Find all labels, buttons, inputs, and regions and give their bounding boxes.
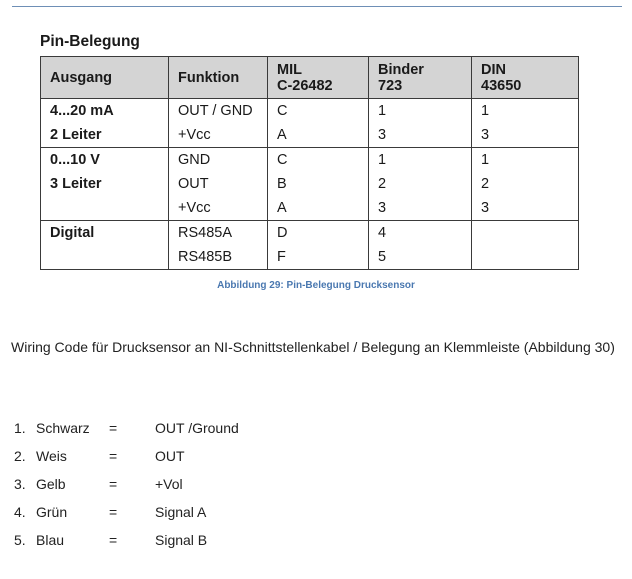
equals-sign: = bbox=[109, 420, 118, 436]
header-funktion: Funktion bbox=[169, 57, 268, 99]
table-cell: C bbox=[268, 99, 369, 124]
table-cell: 2 Leiter bbox=[41, 123, 169, 148]
list-number: 1. bbox=[14, 420, 26, 436]
table-cell bbox=[41, 196, 169, 221]
table-cell bbox=[472, 245, 579, 270]
table-cell: 1 bbox=[369, 99, 472, 124]
table-row bbox=[41, 221, 579, 246]
table-cell: OUT bbox=[169, 172, 268, 196]
table-cell: +Vcc bbox=[169, 123, 268, 148]
table-cell: RS485B bbox=[169, 245, 268, 270]
list-number: 4. bbox=[14, 504, 26, 520]
wire-signal: Signal B bbox=[155, 532, 208, 548]
wire-signal: Signal A bbox=[155, 504, 207, 520]
table-cell: Digital bbox=[41, 221, 169, 246]
wire-color: Blau bbox=[36, 532, 65, 548]
table-row bbox=[41, 148, 579, 173]
table-cell: A bbox=[268, 196, 369, 221]
table-cell: B bbox=[268, 172, 369, 196]
table-cell: 3 bbox=[369, 123, 472, 148]
list-item bbox=[14, 446, 314, 474]
table-cell: D bbox=[268, 221, 369, 246]
table-cell: 2 bbox=[472, 172, 579, 196]
equals-sign: = bbox=[109, 448, 118, 464]
list-number: 2. bbox=[14, 448, 26, 464]
table-cell: 1 bbox=[472, 148, 579, 173]
table-row bbox=[41, 172, 579, 196]
pin-assignment-table bbox=[40, 56, 579, 270]
table-cell: 3 bbox=[472, 123, 579, 148]
wire-signal: OUT /Ground bbox=[155, 420, 239, 436]
wire-color: Gelb bbox=[36, 476, 66, 492]
wire-color: Schwarz bbox=[36, 420, 90, 436]
table-cell: 1 bbox=[369, 148, 472, 173]
table-cell: 4 bbox=[369, 221, 472, 246]
table-cell: +Vcc bbox=[169, 196, 268, 221]
list-item bbox=[14, 530, 314, 558]
header-mil: MIL C-26482 bbox=[268, 57, 369, 99]
figure-caption: Abbildung 29: Pin-Belegung Drucksensor bbox=[217, 280, 415, 291]
table-cell: RS485A bbox=[169, 221, 268, 246]
wire-color: Grün bbox=[36, 504, 68, 520]
table-cell: A bbox=[268, 123, 369, 148]
list-item bbox=[14, 418, 314, 446]
table-cell bbox=[472, 221, 579, 246]
table-cell: 3 Leiter bbox=[41, 172, 169, 196]
wiring-list bbox=[14, 418, 314, 558]
table-cell: 1 bbox=[472, 99, 579, 124]
table-cell: F bbox=[268, 245, 369, 270]
table-cell bbox=[41, 245, 169, 270]
table-cell: 5 bbox=[369, 245, 472, 270]
wire-signal: +Vol bbox=[155, 476, 183, 492]
wire-color: Weis bbox=[36, 448, 67, 464]
section-title: Pin-Belegung bbox=[40, 33, 140, 50]
top-divider bbox=[12, 6, 622, 7]
table-header-row bbox=[41, 57, 579, 99]
table-cell: OUT / GND bbox=[169, 99, 268, 124]
header-ausgang: Ausgang bbox=[41, 57, 169, 99]
wiring-intro-paragraph: Wiring Code für Drucksensor an NI-Schnittstellenkabel / Belegung an Klemmleiste (Abbildung 30) bbox=[11, 339, 615, 355]
table-row bbox=[41, 245, 579, 270]
list-item bbox=[14, 502, 314, 530]
table-row bbox=[41, 123, 579, 148]
table-cell: C bbox=[268, 148, 369, 173]
wire-signal: OUT bbox=[155, 448, 185, 464]
table-cell: 0...10 V bbox=[41, 148, 169, 173]
table-cell: GND bbox=[169, 148, 268, 173]
header-din: DIN 43650 bbox=[472, 57, 579, 99]
equals-sign: = bbox=[109, 532, 118, 548]
list-number: 3. bbox=[14, 476, 26, 492]
table-cell: 3 bbox=[369, 196, 472, 221]
table-cell: 2 bbox=[369, 172, 472, 196]
equals-sign: = bbox=[109, 476, 118, 492]
table-cell: 4...20 mA bbox=[41, 99, 169, 124]
list-item bbox=[14, 474, 314, 502]
table-row bbox=[41, 196, 579, 221]
list-number: 5. bbox=[14, 532, 26, 548]
table-row bbox=[41, 99, 579, 124]
equals-sign: = bbox=[109, 504, 118, 520]
table-cell: 3 bbox=[472, 196, 579, 221]
header-binder: Binder 723 bbox=[369, 57, 472, 99]
